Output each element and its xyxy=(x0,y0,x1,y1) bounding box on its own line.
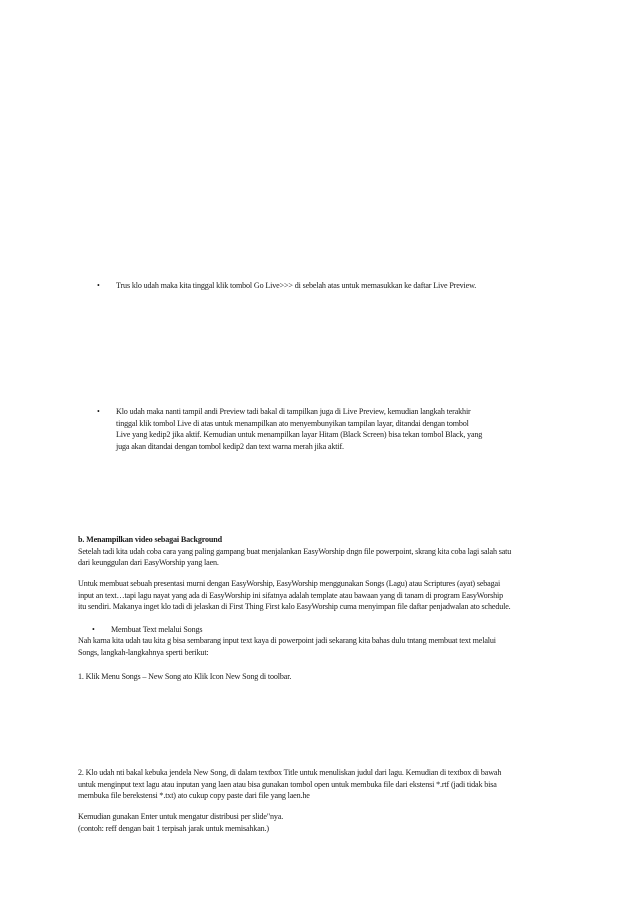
text-line: juga akan ditandai dengan tombol kedip2 dan text warna merah jika aktif. xyxy=(116,441,344,451)
step-1 xyxy=(78,671,291,683)
bullet-icon: • xyxy=(97,407,100,416)
text-line: 1. Klik Menu Songs – New Song ato Klik Icon New Song di toolbar. xyxy=(78,672,292,681)
text-line: dari keunggulan dari EasyWorship yang laen. xyxy=(78,558,219,568)
text-line: Live yang kedip2 jika aktif. Kemudian untuk menampilkan layar Hitam (Black Screen) bisa tekan tombol Black, yang xyxy=(116,430,483,440)
bullet-item-go-live xyxy=(116,280,476,292)
text-line: Untuk membuat sebuah presentasi murni dengan EasyWorship, EasyWorship menggunakan Songs (Lagu) atau Scriptures (ayat) sebagai xyxy=(78,579,501,588)
bullet-item-songs xyxy=(111,624,202,636)
text-line: 2. Klo udah nti bakal kebuka jendela New Song, di dalam textbox Title untuk menuliskan judul dari lagu. Kemudian di textbox di bawah xyxy=(78,768,502,777)
text-line: itu sendiri. Makanya inget klo tadi di jelaskan di First Thing First kalo EasyWorship cuma menyimpan file daftar penjadwalan ato schedule. xyxy=(78,602,511,612)
text-line: Setelah tadi kita udah coba cara yang paling gampang buat menjalankan EasyWorship dngn file powerpoint, skrang kita coba lagi salah satu xyxy=(78,546,512,556)
bullet-icon: • xyxy=(97,281,100,290)
bullet-item-live-preview xyxy=(116,406,482,452)
text-line: Songs, langkah-langkahnya sperti berikut: xyxy=(78,647,209,657)
text-line: untuk menginput text lagu atau inputan yang laen atau bisa gunakan tombol open untuk membuka file dari ekstensi *.rtf (jadi tidak bisa xyxy=(78,779,497,789)
paragraph-presentation xyxy=(78,578,511,613)
text-line: Membuat Text melalui Songs xyxy=(111,625,203,634)
section-heading: b. Menampilkan video sebagai Background xyxy=(78,535,222,544)
text-line: Klo udah maka nanti tampil andi Preview tadi bakal di tampilkan juga di Live Preview, kemudian langkah terakhir xyxy=(116,407,471,416)
text-line: Nah karna kita udah tau kita g bisa sembarang input text kaya di powerpoint jadi sekarang kita bahas dulu tntang membuat text melalui xyxy=(78,636,496,645)
text-line: tinggal klik tombol Live di atas untuk menampilkan ato menyembunyikan tampilan layar, ditandai dengan tombol xyxy=(116,418,469,428)
paragraph-enter xyxy=(78,811,283,834)
bullet-icon: • xyxy=(92,625,95,634)
text-line: (contoh: reff dengan bait 1 terpisah jarak untuk memisahkan.) xyxy=(78,823,269,833)
text-line: Kemudian gunakan Enter untuk mengatur distribusi per slide"nya. xyxy=(78,812,284,821)
section-b-block xyxy=(78,534,511,569)
step-2 xyxy=(78,767,501,802)
text-line: Trus klo udah maka kita tinggal klik tombol Go Live>>> di sebelah atas untuk memasukkan ke daftar Live Preview. xyxy=(116,281,477,290)
text-line: input an text…tapi lagu nayat yang ada di EasyWorship ini sifatnya adalah template atau bawaan yang di tanam di program EasyWorship xyxy=(78,590,503,600)
paragraph-songs xyxy=(78,635,496,658)
text-line: membuka file berekstensi *.txt) ato cukup copy paste dari file yang laen.he xyxy=(78,791,310,801)
